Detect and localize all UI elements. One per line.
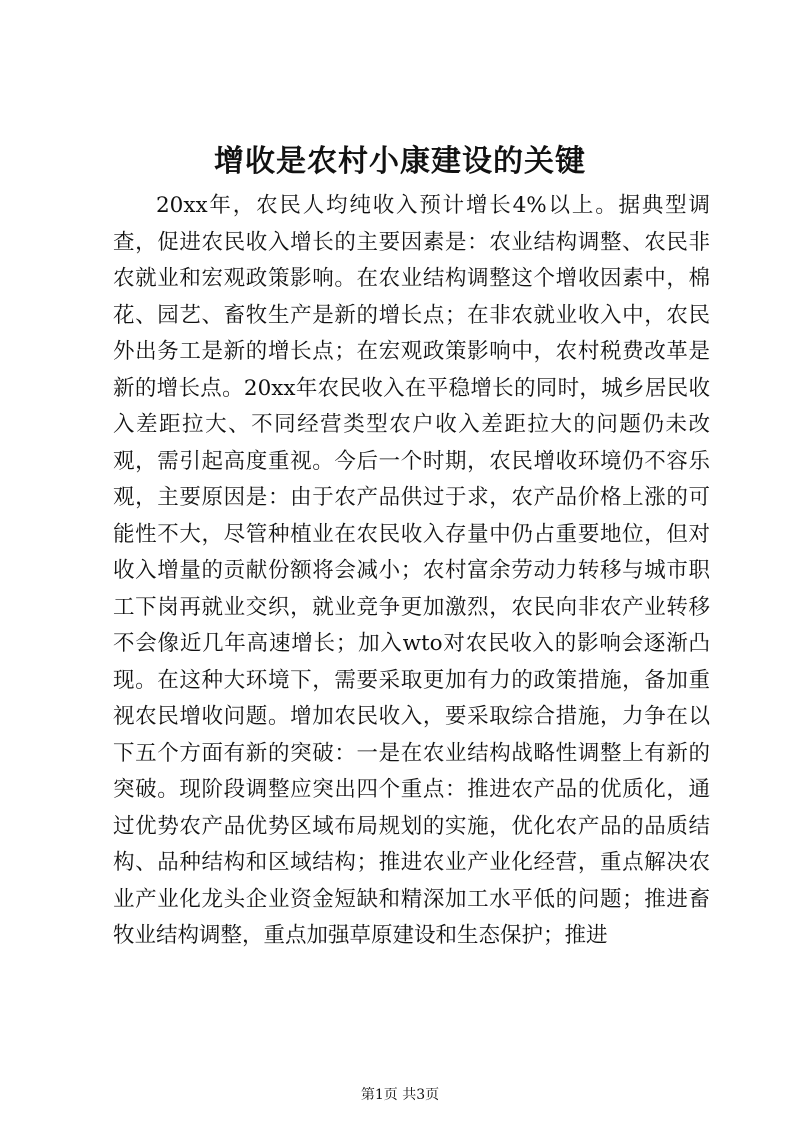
page-number-footer: 第1页 共3页 [360, 1087, 440, 1103]
document-body-paragraph: 20xx年，农民人均纯收入预计增长4%以上。据典型调查，促进农民收入增长的主要因素是：农业结构调整、农民非农就业和宏观政策影响。在农业结构调整这个增收因素中，棉花、园艺、畜牧生产是新的增长点；在非农就业收入中，农民外出务工是新的增长点；在宏观政策影响中，农村税费改革是新的增长点。20xx年农民收入在平稳增长的同时，城乡居民收入差距拉大、不同经营类型农户收入差距拉大的问题仍未改观，需引起高度重视。今后一个时期，农民增收环境仍不容乐观，主要原因是：由于农产品供过于求，农产品价格上涨的可能性不大，尽管种植业在农民收入存量中仍占重要地位，但对收入增量的贡献份额将会减小；农村富余劳动力转移与城市职工下岗再就业交织，就业竞争更加激烈，农民向非农产业转移不会像近几年高速增长；加入wto对农民收入的影响会逐渐凸现。在这种大环境下，需要采取更加有力的政策措施，备加重视农民增收问题。增加农民收入，要采取综合措施，力争在以下五个方面有新的突破：一是在农业结构战略性调整上有新的突破。现阶段调整应突出四个重点：推进农产品的优质化，通过优势农产品优势区域布局规划的实施，优化农产品的品质结构、品种结构和区域结构；推进农业产业化经营，重点解决农业产业化龙头企业资金短缺和精深加工水平低的问题；推进畜牧业结构调整，重点加强草原建设和生态保护；推进 [113, 193, 710, 948]
document-title: 增收是农村小康建设的关键 [214, 144, 586, 179]
